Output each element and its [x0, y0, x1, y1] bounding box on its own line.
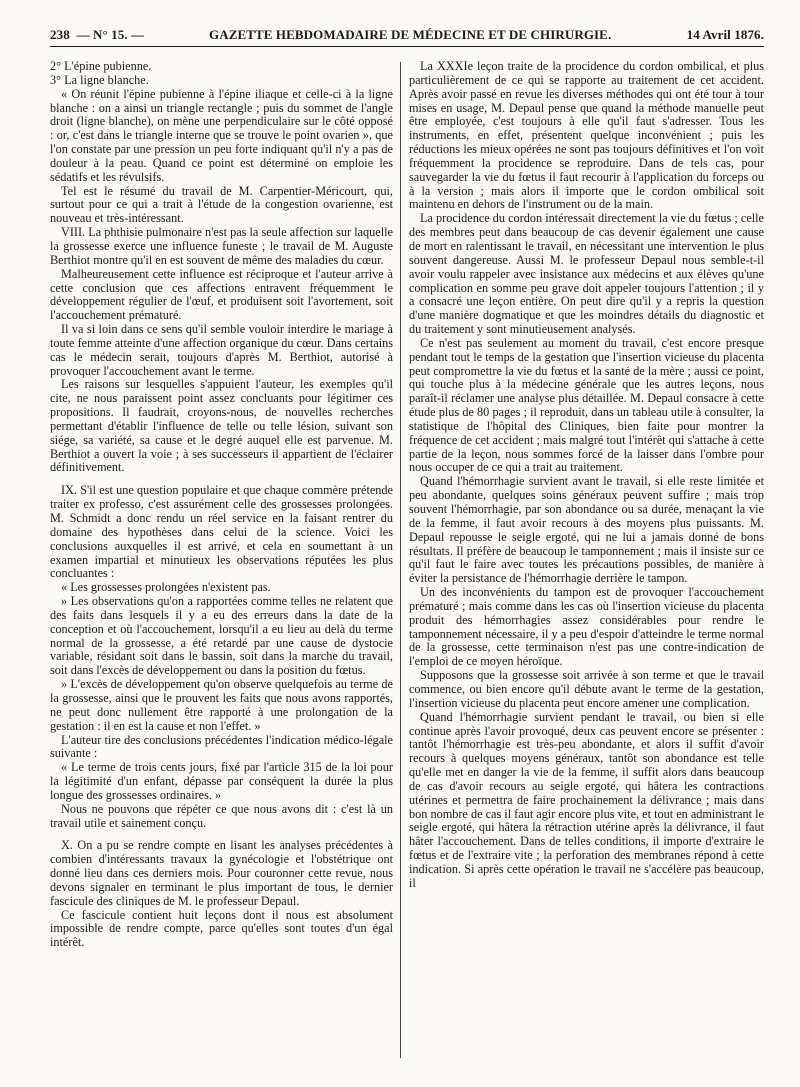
right-column — [409, 60, 764, 891]
issue-date: 14 Avril 1876. — [686, 27, 764, 42]
paragraph: Quand l'hémorrhagie survient avant le travail, si elle reste limitée et peu abondante, quelques soins généraux peuvent suffire ; mais trop souvent l'hémorrhagie, par son abondance ou sa durée, menaçant la vie de la femme, il faut avoir recours à des moyens plus puissants. M. Depaul repousse le seigle ergoté, qui ne lui a jamais donné de bons résultats. Il préfère de beaucoup le tamponnement ; mais il insiste sur ce qu'il faut le faire avec toutes les précautions possibles, de manière à éviter la persistance de l'hémorrhagie derrière le tampon. — [409, 474, 764, 586]
journal-title: GAZETTE HEBDOMADAIRE DE MÉDECINE ET DE CHIRURGIE. — [209, 27, 612, 42]
paragraph: L'auteur tire des conclusions précédentes l'indication médico-légale suivante : — [50, 732, 393, 761]
paragraph: Supposons que la grossesse soit arrivée à son terme et que le travail commence, ou bien encore qu'il débute avant le terme de la gestation, l'insertion vicieuse du placenta peut encore amener une complication. — [409, 668, 764, 710]
left-column — [50, 60, 393, 950]
paragraph: Quand l'hémorrhagie survient pendant le travail, ou bien si elle continue après l'avoir provoqué, deux cas peuvent encore se présenter : tantôt l'hémorrhagie est très-peu abondante, et alors il suffit d'avoir recours à quelques moyens généraux, tantôt son abondance est telle qu'elle met en danger la vie de la femme, il suffit alors dans beaucoup de cas d'avoir recours au seigle ergoté, qui hâtera les contractions utérines et permettra de faire prochainement la délivrance ; mais dans bon nombre de cas il faut agir encore plus vite, et tout en administrant le seigle ergoté, qui hâtera la rétraction utérine après la délivrance, il faut hâter l'accouchement. Dans de telles conditions, il importe d'extraire le fœtus et de l'extraire vite ; la perforation des membranes répond à cette indication. Si après cette opération le travail ne s'accélère pas beaucoup, il — [409, 709, 764, 890]
paragraph: X. On a pu se rendre compte en lisant les analyses précédentes à combien d'intéressants travaux la gynécologie et l'obstétrique ont donné lieu dans ces derniers mois. Pour couronner cette revue, nous devons signaler en terminant le plus important de tous, le dernier fascicule des cliniques de M. le professeur Depaul. — [50, 838, 393, 908]
paragraph: Nous ne pouvons que répéter ce que nous avons dit : c'est là un travail utile et sainement conçu. — [50, 801, 393, 830]
issue-number: — N° 15. — — [76, 27, 145, 42]
page-number: 238 — [50, 27, 70, 42]
paragraph: Tel est le résumé du travail de M. Carpentier-Méricourt, qui, surtout pour ce qui a trait à l'étude de la congestion ovarienne, est nouveau et très-intéressant. — [50, 183, 393, 226]
paragraph: « Les grossesses prolongées n'existent pas. — [61, 580, 271, 595]
paragraph: IX. S'il est une question populaire et que chaque commère prétende traiter ex professo, c'est assurément celle des grossesses prolongées. M. Schmidt a donc rendu un réel service en la faisant rentrer du domaine des hypothèses dans celui de la science. Voici les conclusions auxquelles il est arrivé, et cela en soumettant à un examen impartial et minutieux les observations réputées les plus concluantes : — [50, 483, 393, 581]
page-header — [50, 26, 764, 47]
paragraph: » L'excès de développement qu'on observe quelquefois au terme de la grossesse, ainsi que le prouvent les faits que nous avons rapportés, ne peut donc nullement être rapporté à une prolongation de la gestation : il en est la cause et non l'effet. » — [50, 677, 393, 733]
paragraph: Ce n'est pas seulement au moment du travail, c'est encore presque pendant tout le temps de la gestation que l'insertion vicieuse du placenta peut compromettre la vie du fœtus et la santé de la mère ; aussi ce point, qui touche plus à la médecine générale que les autres leçons, nous paraît-il réclamer une analyse plus détaillée. M. Depaul consacre à cette étude plus de 80 pages ; il reproduit, dans un tableau utile à consulter, la statistique de l'hôpital des Cliniques, bien faite pour montrer la fréquence de cet accident ; mais malgré tout l'intérêt qui s'attache à cette partie de la leçon, nous sommes forcé de la laisser dans l'ombre pour nous occuper de ce qui a trait au traitement. — [409, 335, 764, 475]
paragraph: La XXXIe leçon traite de la procidence du cordon ombilical, et plus particulièrement de ce qui se rapporte au traitement de cet accident. Après avoir passé en revue les diverses méthodes qui ont été tour à tour mises en usage, M. Depaul pense que quand la méthode manuelle peut être employée, c'est toujours à elle qu'il faut s'adresser. Tous les instruments, en effet, présentent quelque inconvénient ; puis les réductions les mieux opérées ne sont pas toujours définitives et l'on voit fréquemment la procidence se reproduire. Dans de tels cas, pour sauvegarder la vie du fœtus il faut recourir à l'application du forceps ou à la version ; mais alors il importe que le cordon ombilical soit maintenu en dehors de l'instrument ou de la main. — [409, 59, 764, 212]
paragraph: VIII. La phthisie pulmonaire n'est pas la seule affection sur laquelle la grossesse exerce une influence funeste ; le travail de M. Auguste Berthiot montre qu'il en est souvent de même des maladies du cœur. — [50, 225, 393, 267]
paragraph: Les raisons sur lesquelles s'appuient l'auteur, les exemples qu'il cite, ne nous paraissent point assez concluants pour légitimer ces propositions. Il faudrait, croyons-nous, de nouvelles recherches permettant d'établir l'influence de telle ou telle lésion, suivant son siége, sa variété, sa cause et le degré auquel elle est parvenue. M. Berthiot a ouvert la voie ; à ses successeurs il appartient de l'éclairer définitivement. — [50, 377, 393, 475]
paragraph: « Le terme de trois cents jours, fixé par l'article 315 de la loi pour la légitimité d'un enfant, dépasse par conséquent la durée la plus longue des grossesses ordinaires. » — [50, 760, 393, 802]
paragraph: La procidence du cordon intéressait directement la vie du fœtus ; celle des membres peut dans beaucoup de cas devenir également une cause de mort en ralentissant le travail, en nécessitant une intervention le plus souvent dangereuse. Aussi M. le professeur Depaul nous semble-t-il avoir voulu rappeler avec insistance aux médecins et aux élèves qu'une complication en somme peu grave doit appeler toujours l'attention ; il y a consacré une leçon entière. On peut dire qu'il y a repris la question d'une manière dogmatique et que les moindres détails du diagnostic et du traitement y sont minutieusement analysés. — [409, 211, 764, 337]
paragraph: « On réunit l'épine pubienne à l'épine iliaque et celle-ci à la ligne blanche : on a ainsi un triangle rectangle ; puis du sommet de l'angle droit (ligne blanche), on mène une perpendiculaire sur le côté opposé : or, c'est dans le triangle interne que se trouve le point ovarien », que l'on constate par une pression un peu forte indiquant qu'il n'y a pas de douleur à la peau. Quand ce point est déterminé on emploie les sédatifs et les révulsifs. — [50, 86, 393, 184]
paragraph: 3° La ligne blanche. — [50, 72, 149, 87]
paragraph: Un des inconvénients du tampon est de provoquer l'accouchement prématuré ; mais comme dans les cas où l'insertion vicieuse du placenta produit des hémorrhagies assez considérables pour rendre le tamponnement nécessaire, il y a peu d'espoir d'atteindre le terme normal de la grossesse, cette terminaison n'est pas une contre-indication de l'emploi de ce moyen héroïque. — [409, 585, 764, 669]
paragraph: 2° L'épine pubienne. — [50, 59, 152, 73]
paragraph: Il va si loin dans ce sens qu'il semble vouloir interdire le mariage à toute femme atteinte d'une affection organique du cœur. Dans certains cas le médecin serait, toujours d'après M. Berthiot, autorisé à provoquer l'accouchement avant le terme. — [50, 322, 393, 378]
paragraph: » Les observations qu'on a rapportées comme telles ne relatent que des faits dans lesquels il y a eu des erreurs dans la date de la conception et où l'accouchement, lorsqu'il a eu lieu au delà du terme normal de la grossesse, a été retardé par une cause de dystocie variable, résidant soit dans le bassin, soit dans la marche du travail, soit dans l'excès de développement ou dans la position du fœtus. — [50, 594, 393, 678]
paragraph: Ce fascicule contient huit leçons dont il nous est absolument impossible de rendre compte, parce qu'elles sont toutes d'un égal intérêt. — [50, 907, 393, 950]
page-number-and-issue — [50, 27, 144, 43]
column-divider — [400, 62, 401, 1058]
paragraph: Malheureusement cette influence est réciproque et l'auteur arrive à cette conclusion que ces affections entravent fréquemment le développement régulier de l'œuf, et produisent soit l'avortement, soit l'accouchement prématuré. — [50, 266, 393, 323]
